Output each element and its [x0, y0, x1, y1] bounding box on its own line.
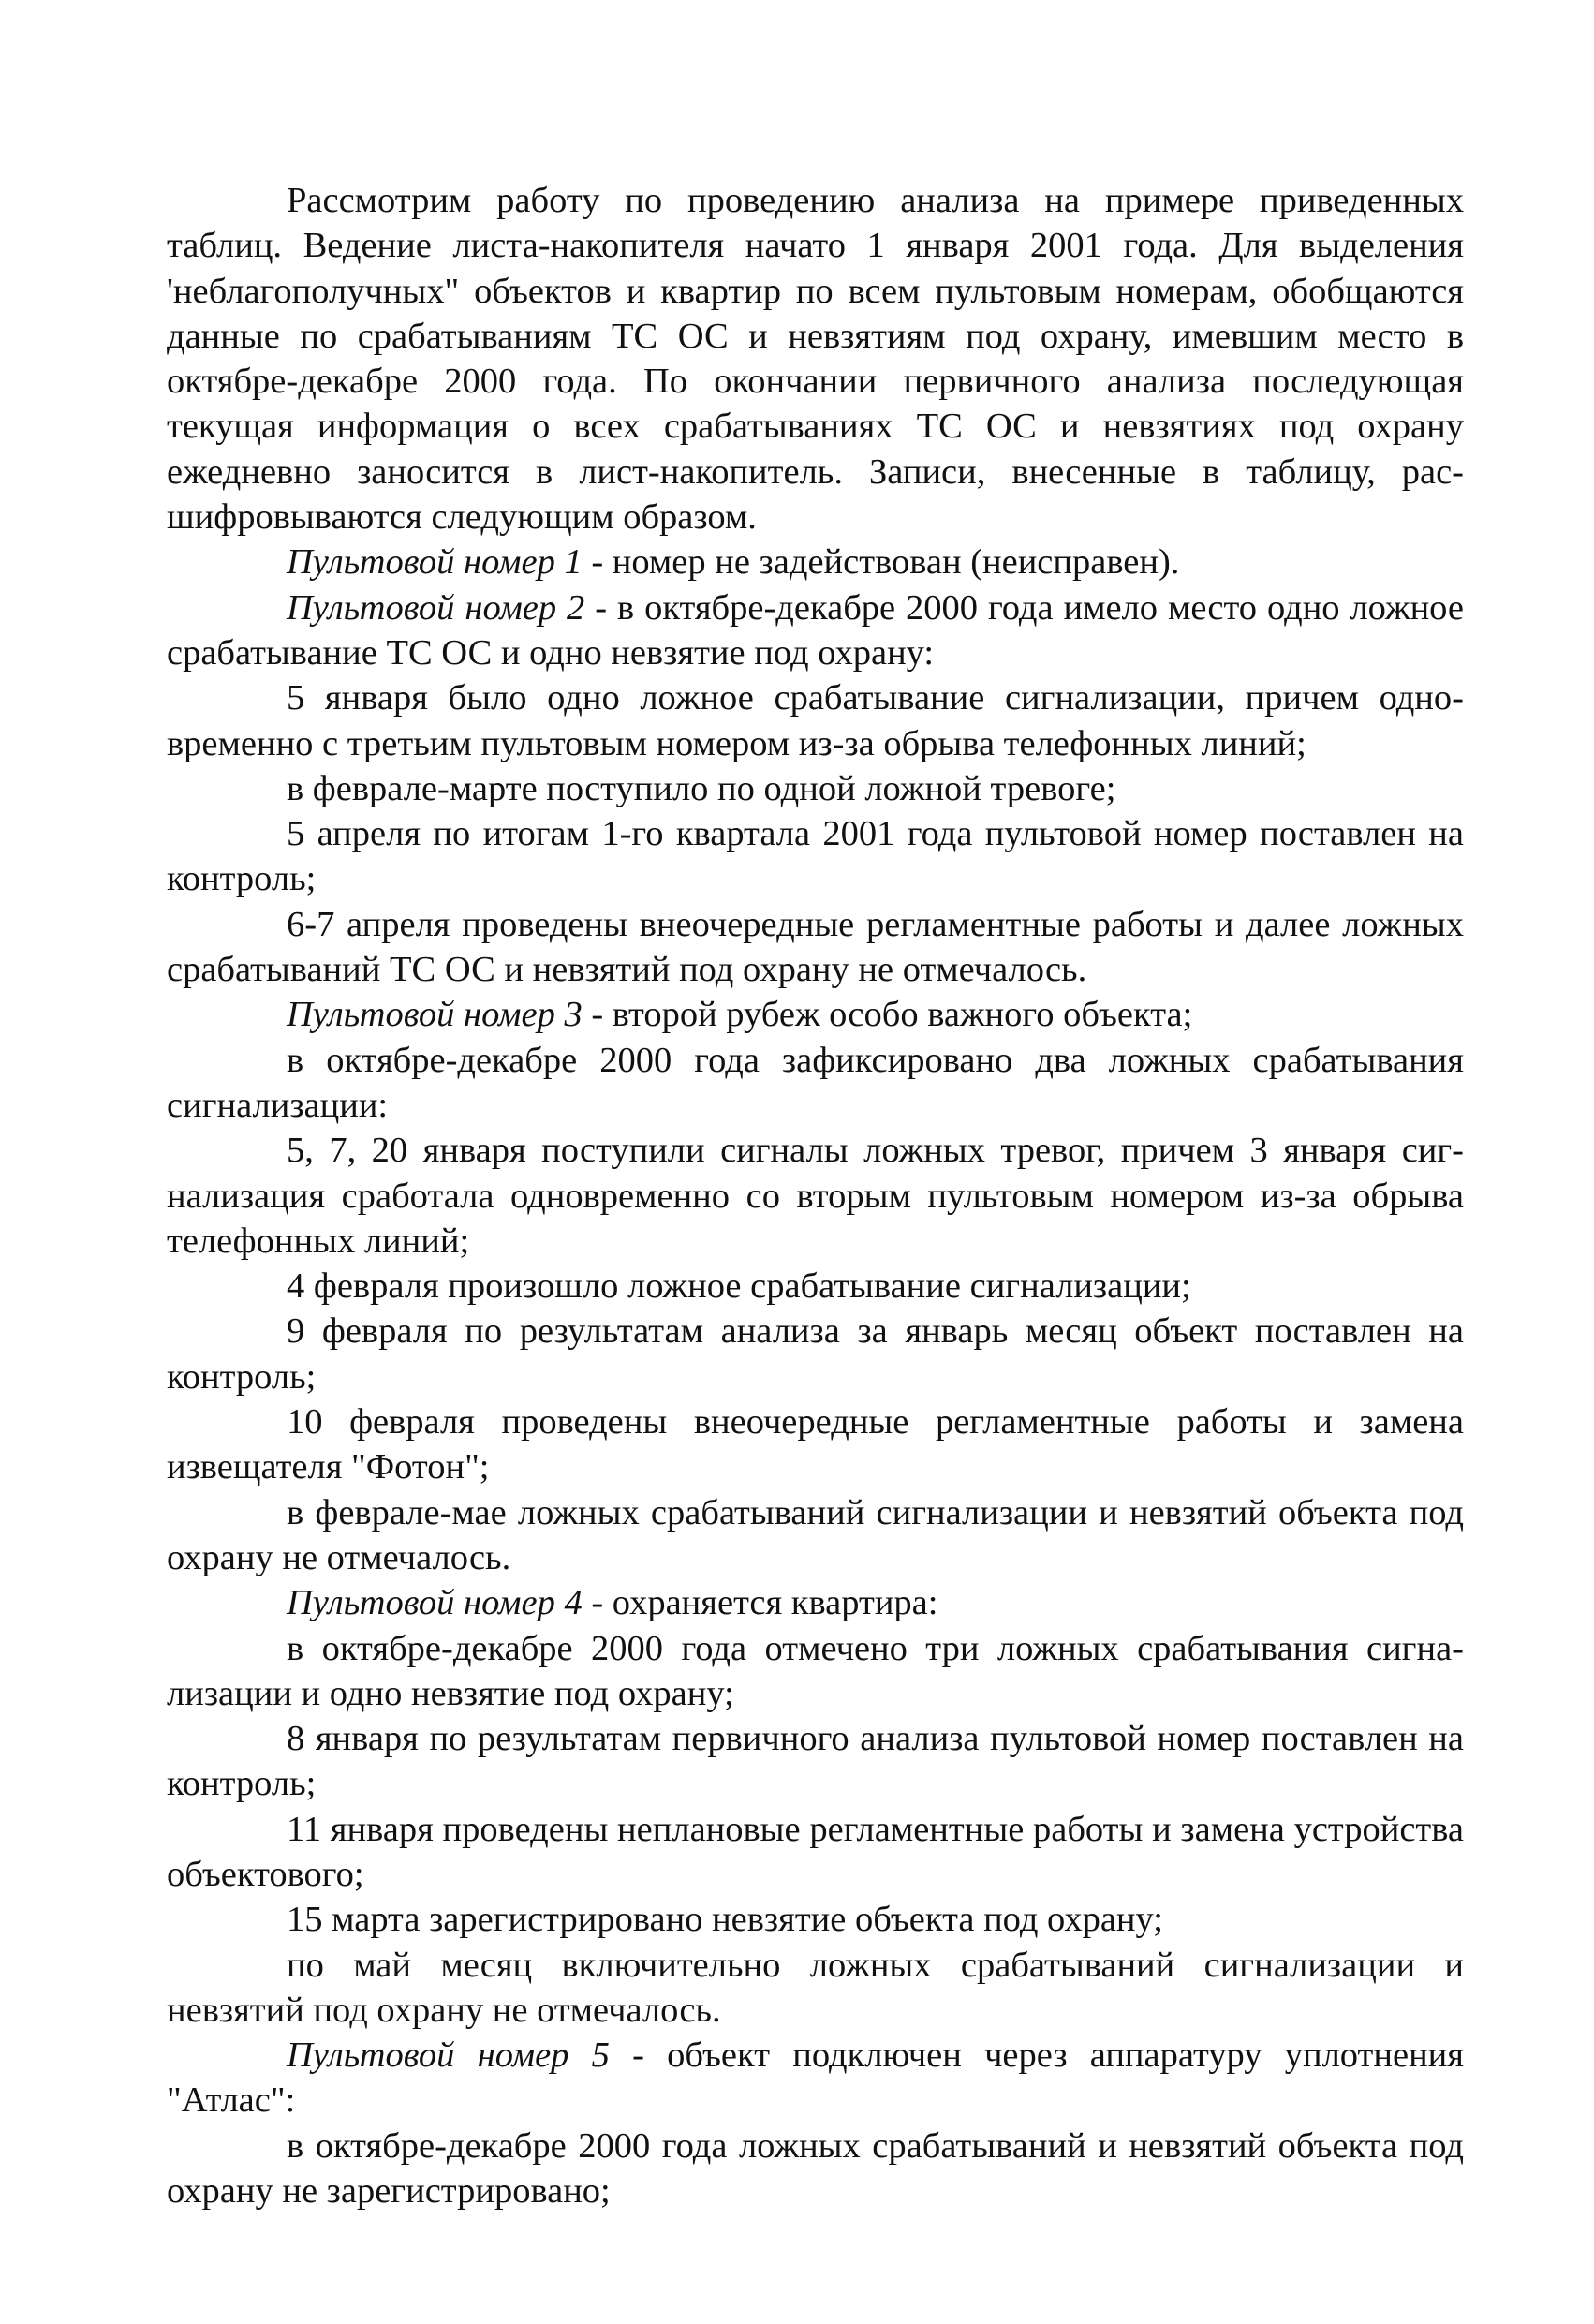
paragraph-item [167, 1943, 1464, 2034]
paragraph-text: 4 февраля произошло ложное срабатывание сигнализации; [287, 1266, 1191, 1307]
paragraph-item [167, 1399, 1464, 1490]
paragraph-text: 10 февраля проведены внеочередные регламентные работы и замена извещателя "Фотон"; [167, 1402, 1464, 1488]
paragraph-item [167, 1038, 1464, 1129]
paragraph-item [167, 1807, 1464, 1898]
paragraph-text: в феврале-марте поступило по одной ложной тревоге; [287, 768, 1116, 808]
remote-number-label: Пультовой номер 3 [287, 995, 583, 1035]
paragraph-text: 15 марта зарегистрировано невзятие объекта под охрану; [287, 1900, 1163, 1940]
paragraph-item [167, 675, 1464, 766]
paragraph-text: в октябре-декабре 2000 года ложных срабатываний и невзятий объекта под охрану не зарегистрировано; [167, 2125, 1464, 2212]
remote-number-label: Пультовой номер 1 [287, 542, 583, 583]
paragraph-text: 5 апреля по итогам 1-го квартала 2001 года пультовой номер поставлен на контроль; [167, 814, 1464, 899]
paragraph-text: 6-7 апреля проведены внеочередные регламентные работы и далее ложных срабатываний ТС ОС и невзятий под охрану не отмечалось. [167, 904, 1464, 990]
paragraph-item [167, 2124, 1464, 2214]
paragraph-item [167, 1264, 1464, 1309]
paragraph-remote-4 [167, 1580, 1464, 1625]
paragraph-item [167, 766, 1464, 811]
paragraph-remote-1 [167, 540, 1464, 585]
paragraph-item [167, 1626, 1464, 1717]
remote-number-label: Пультовой номер 2 [287, 587, 585, 628]
paragraph-text: - номер не задействован (неисправен). [582, 542, 1180, 583]
document-body [167, 178, 1464, 2213]
paragraph-item [167, 1490, 1464, 1581]
paragraph-text: 5 января было одно ложное срабатывание сигнализации, причем одновременно с третьим пультовым номером из-за обрыва телефонных линий; [167, 678, 1464, 763]
paragraph-text: 9 февраля по результатам анализа за январь месяц объект поставлен на контроль; [167, 1311, 1464, 1397]
paragraph-text: - объект подключен через аппаратуру уплотнения "Атлас": [167, 2035, 1464, 2121]
paragraph-text: 11 января проведены неплановые регламентные работы и замена устройства объектового; [167, 1809, 1464, 1894]
paragraph-text: - в октябре-декабре 2000 года имело место одно ложное срабатывание ТС ОС и одно невзятие под охрану: [167, 587, 1464, 673]
paragraph-item [167, 902, 1464, 993]
paragraph-remote-5 [167, 2033, 1464, 2124]
paragraph-text: в октябре-декабре 2000 года отмечено три ложных срабатывания сигнализации и одно невзятие под охрану; [167, 1628, 1464, 1713]
paragraph-item [167, 1897, 1464, 1942]
paragraph-remote-3 [167, 992, 1464, 1037]
paragraph-text: по май месяц включительно ложных срабатываний сигнализации и невзятий под охрану не отмечалось. [167, 1945, 1464, 2030]
paragraph-item [167, 811, 1464, 902]
paragraph-text: - второй рубеж особо важного объекта; [582, 995, 1193, 1035]
paragraph-remote-2 [167, 585, 1464, 676]
remote-number-label: Пультовой номер 4 [287, 1583, 583, 1623]
paragraph-text: в октябре-декабре 2000 года зафиксировано два ложных срабатывания сигнализации: [167, 1040, 1464, 1125]
paragraph-intro [167, 178, 1464, 540]
paragraph-text: 5, 7, 20 января поступили сигналы ложных тревог, причем 3 января сигнализация сработала одновременно со вторым пультовым номером из-за обрыва телефонных линий; [167, 1131, 1464, 1261]
remote-number-label: Пультовой номер 5 [287, 2035, 610, 2076]
paragraph-text: Рассмотрим работу по проведению анализа на примере приведенных таблиц. Ведение листа-накопителя начато 1 января 2001 года. Для выделения 'неблагополучных" объектов и квартир по всем пультовым номерам, обобщаются данные по срабатываниям ТС ОС и невзятиям под охрану, имевшим место в октябре-декабре 2000 года. По окончании первичного анализа последующая текущая информация о всех срабатываниях ТС ОС и невзятиях под охрану ежедневно заносится в лист-накопитель. Записи, внесенные в таблицу, расшифровываются следующим образом. [167, 181, 1464, 538]
paragraph-text: в феврале-мае ложных срабатываний сигнализации и невзятий объекта под охрану не отмечалось. [167, 1492, 1464, 1577]
paragraph-text: 8 января по результатам первичного анализа пультовой номер поставлен на контроль; [167, 1719, 1464, 1804]
paragraph-item [167, 1309, 1464, 1399]
paragraph-text: - охраняется квартира: [582, 1583, 938, 1623]
paragraph-item [167, 1128, 1464, 1264]
paragraph-item [167, 1716, 1464, 1807]
